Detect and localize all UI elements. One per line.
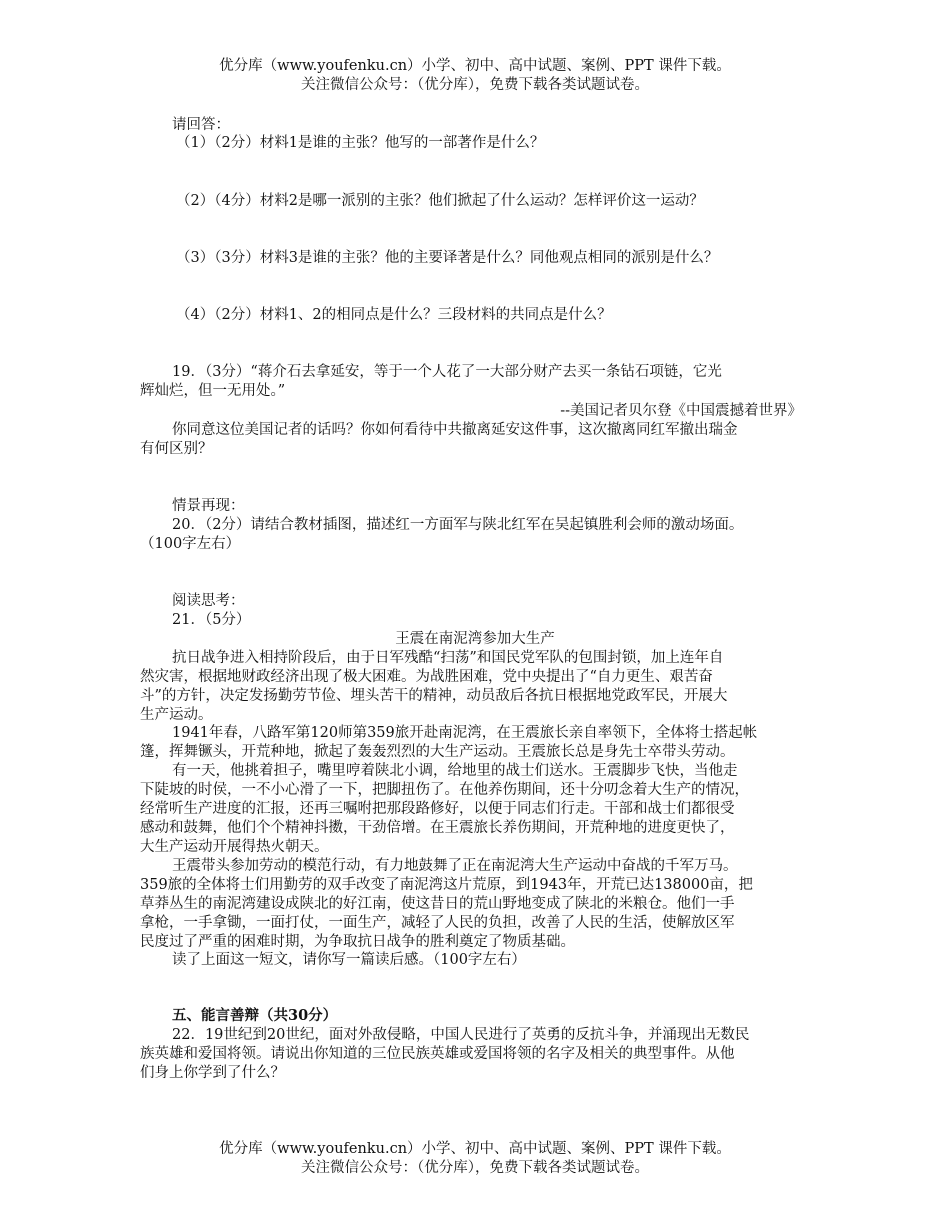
section5-heading: 五、能言善辩（共30分）: [172, 1007, 338, 1024]
q21-text-line: 经常听生产进度的汇报，还再三嘱咐把那段路修好，以便于同志们行走。干部和战士们都很受: [140, 801, 735, 817]
q21-text-line: 1941年春，八路军第120师第359旅开赴南泥湾，在王震旅长亲自率领下，全体将士搭起帐: [172, 725, 758, 741]
header-line-2: 关注微信公众号：（优分库），免费下载各类试题试卷。: [301, 77, 649, 93]
q19-line-3: 你同意这位美国记者的话吗？你如何看待中共撤离延安这件事，这次撤离同红军撤出瑞金: [172, 422, 738, 438]
q21-text-line: 有一天，他挑着担子，嘴里哼着陕北小调，给地里的战士们送水。王震脚步飞快，当他走: [172, 763, 738, 779]
q21-text-line: 大生产运动开展得热火朝天。: [140, 839, 329, 855]
q21-text-line: 生产运动。: [140, 707, 213, 723]
q21-text-line: 篷，挥舞镢头，开荒种地，掀起了轰轰烈烈的大生产运动。王震旅长总是身先士卒带头劳动。: [140, 744, 735, 760]
header-line-1: 优分库（www.youfenku.cn）小学、初中、高中试题、案例、PPT 课件下载。: [219, 58, 731, 74]
q18-sub2: （2）（4分）材料2是哪一派别的主张？他们掀起了什么运动？怎样评价这一运动？: [176, 193, 704, 209]
q21-text-line: 感动和鼓舞，他们个个精神抖擞，干劲倍增。在王震旅长养伤期间，开荒种地的进度更快了，: [140, 820, 735, 836]
q20-line-2: （100字左右）: [140, 536, 241, 552]
q18-sub3: （3）（3分）材料3是谁的主张？他的主要译著是什么？同他观点相同的派别是什么？: [176, 250, 719, 266]
q19-line-2: 辉灿烂，但一无用处。”: [140, 383, 286, 399]
q18-prompt: 请回答：: [172, 117, 230, 133]
q21-text-line: 民度过了严重的困难时期，为争取抗日战争的胜利奠定了物质基础。: [140, 934, 575, 950]
q22-line-3: 们身上你学到了什么？: [140, 1065, 285, 1081]
q19-source: --美国记者贝尔登《中国震撼着世界》: [560, 403, 802, 419]
q21-text-line: 王震带头参加劳动的模范行动，有力地鼓舞了正在南泥湾大生产运动中奋战的千军万马。: [172, 858, 738, 874]
q20-line-1: 20．（2分）请结合教材插图，描述红一方面军与陕北红军在吴起镇胜利会师的激动场面。: [172, 517, 744, 533]
q21-text-line: 359旅的全体将士们用勤劳的双手改变了南泥湾这片荒原，到1943年，开荒已达138000亩，把: [140, 877, 753, 893]
q21-text-line: 斗”的方针，决定发扬勤劳节俭、埋头苦干的精神，动员敌后各抗日根据地党政军民，开展大: [140, 688, 728, 704]
q21-text-line: 下陡坡的时侯，一不小心滑了一下，把脚扭伤了。在他养伤期间，还十分叨念着大生产的情况，: [140, 782, 749, 798]
q22-line-1: 22．19世纪到20世纪，面对外敌侵略，中国人民进行了英勇的反抗斗争，并涌现出无数民: [172, 1027, 750, 1043]
q21-text-line: 然灾害，根据地财政经济出现了极大困难。为战胜困难，党中央提出了“自力更生、艰苦奋: [140, 669, 713, 685]
q18-sub1: （1）（2分）材料1是谁的主张？他写的一部著作是什么？: [176, 135, 545, 151]
q21-text-line: 读了上面这一短文，请你写一篇读后感。（100字左右）: [172, 952, 526, 968]
q21-text-line: 草莽丛生的南泥湾建设成陕北的好江南，使这昔日的荒山野地变成了陕北的米粮仓。他们一手: [140, 896, 735, 912]
footer-line-2: 关注微信公众号：（优分库），免费下载各类试题试卷。: [301, 1160, 649, 1176]
q21-title: 王震在南泥湾参加大生产: [395, 631, 555, 647]
q21-text-line: 抗日战争进入相持阶段后，由于日军残酷“扫荡”和国民党军队的包围封锁，加上连年自: [172, 650, 724, 666]
q21-text-line: 拿枪，一手拿锄，一面打仗，一面生产，减轻了人民的负担，改善了人民的生活，使解放区军: [140, 915, 735, 931]
q19-line-1: 19．（3分）“蒋介石去拿延安，等于一个人花了一大部分财产去买一条钻石项链，它光: [172, 364, 722, 380]
q19-line-4: 有何区别？: [140, 441, 213, 457]
footer-line-1: 优分库（www.youfenku.cn）小学、初中、高中试题、案例、PPT 课件下载。: [219, 1141, 731, 1157]
q20-section-label: 情景再现：: [172, 498, 245, 514]
q22-line-2: 族英雄和爱国将领。请说出你知道的三位民族英雄或爱国将领的名字及相关的典型事件。从他: [140, 1046, 735, 1062]
q18-sub4: （4）（2分）材料1、2的相同点是什么？三段材料的共同点是什么？: [176, 307, 612, 323]
q21-section-label: 阅读思考：: [172, 593, 245, 609]
q21-label: 21．（5分）: [172, 612, 251, 628]
